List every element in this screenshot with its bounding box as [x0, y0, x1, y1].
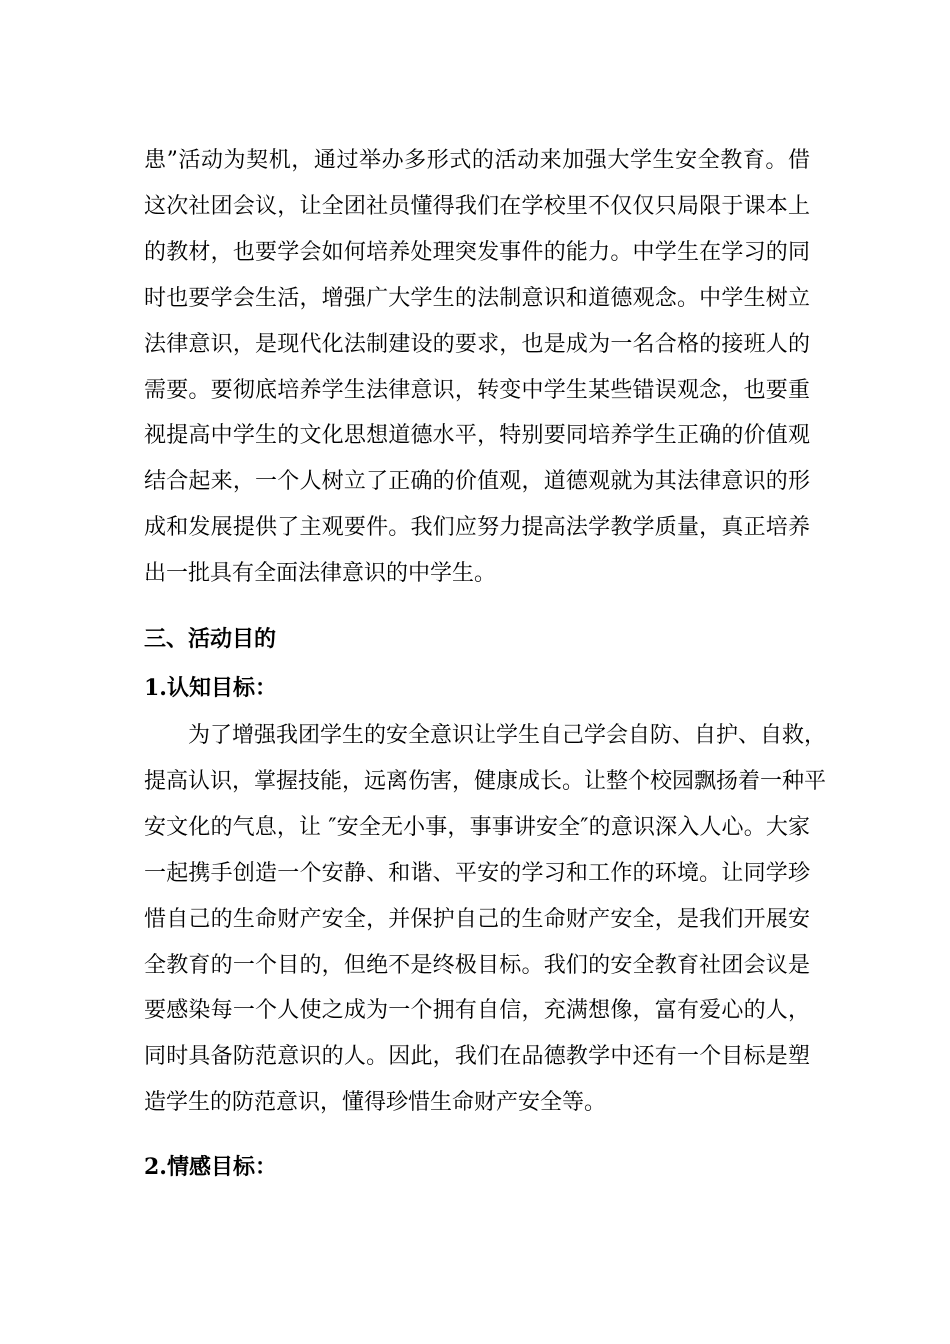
subsection-heading-emotional: 2.情感目标：: [144, 1154, 277, 1180]
text-line: 一起携手创造一个安静、和谐、平安的学习和工作的环境。让同学珍: [144, 860, 810, 886]
subsection-heading-cognitive: 1.认知目标：: [144, 675, 277, 701]
text-line: 为了增强我团学生的安全意识让学生自己学会自防、自护、自救，: [188, 723, 827, 748]
text-line: 全教育的一个目的，但绝不是终极目标。我们的安全教育社团会议是: [144, 952, 810, 978]
text-line: 的教材，也要学会如何培养处理突发事件的能力。中学生在学习的同: [144, 239, 810, 265]
text-line: 需要。要彻底培养学生法律意识，转变中学生某些错误观念，也要重: [144, 377, 810, 403]
text-line: 同时具备防范意识的人。因此，我们在品德教学中还有一个目标是塑: [144, 1044, 810, 1070]
text-line: 造学生的防范意识，懂得珍惜生命财产安全等。: [144, 1090, 607, 1116]
text-line: 安文化的气息，让 ″安全无小事，事事讲安全″的意识深入人心。大家: [144, 814, 810, 840]
text-line: 出一批具有全面法律意识的中学生。: [144, 561, 497, 587]
text-line: 要感染每一个人使之成为一个拥有自信，充满想像，富有爱心的人，: [144, 998, 810, 1024]
text-line: 惜自己的生命财产安全，并保护自己的生命财产安全，是我们开展安: [144, 906, 810, 932]
paragraph-cognitive-goal: [144, 713, 827, 1126]
paragraph-continuation: [144, 138, 810, 597]
text-line: 时也要学会生活，增强广大学生的法制意识和道德观念。中学生树立: [144, 285, 810, 311]
text-line: 结合起来，一个人树立了正确的价值观，道德观就为其法律意识的形: [144, 469, 810, 495]
text-line: 法律意识，是现代化法制建设的要求，也是成为一名合格的接班人的: [144, 331, 810, 357]
text-line: 患”活动为契机，通过举办多形式的活动来加强大学生安全教育。借: [144, 148, 810, 173]
text-line: 视提高中学生的文化思想道德水平，特别要同培养学生正确的价值观: [144, 423, 810, 449]
text-line: 这次社团会议，让全团社员懂得我们在学校里不仅仅只局限于课本上: [144, 193, 810, 219]
text-line: 提高认识，掌握技能，远离伤害，健康成长。让整个校园飘扬着一种平: [144, 768, 827, 794]
section-heading: 三、活动目的: [144, 626, 277, 652]
text-line: 成和发展提供了主观要件。我们应努力提高法学教学质量，真正培养: [144, 515, 810, 541]
